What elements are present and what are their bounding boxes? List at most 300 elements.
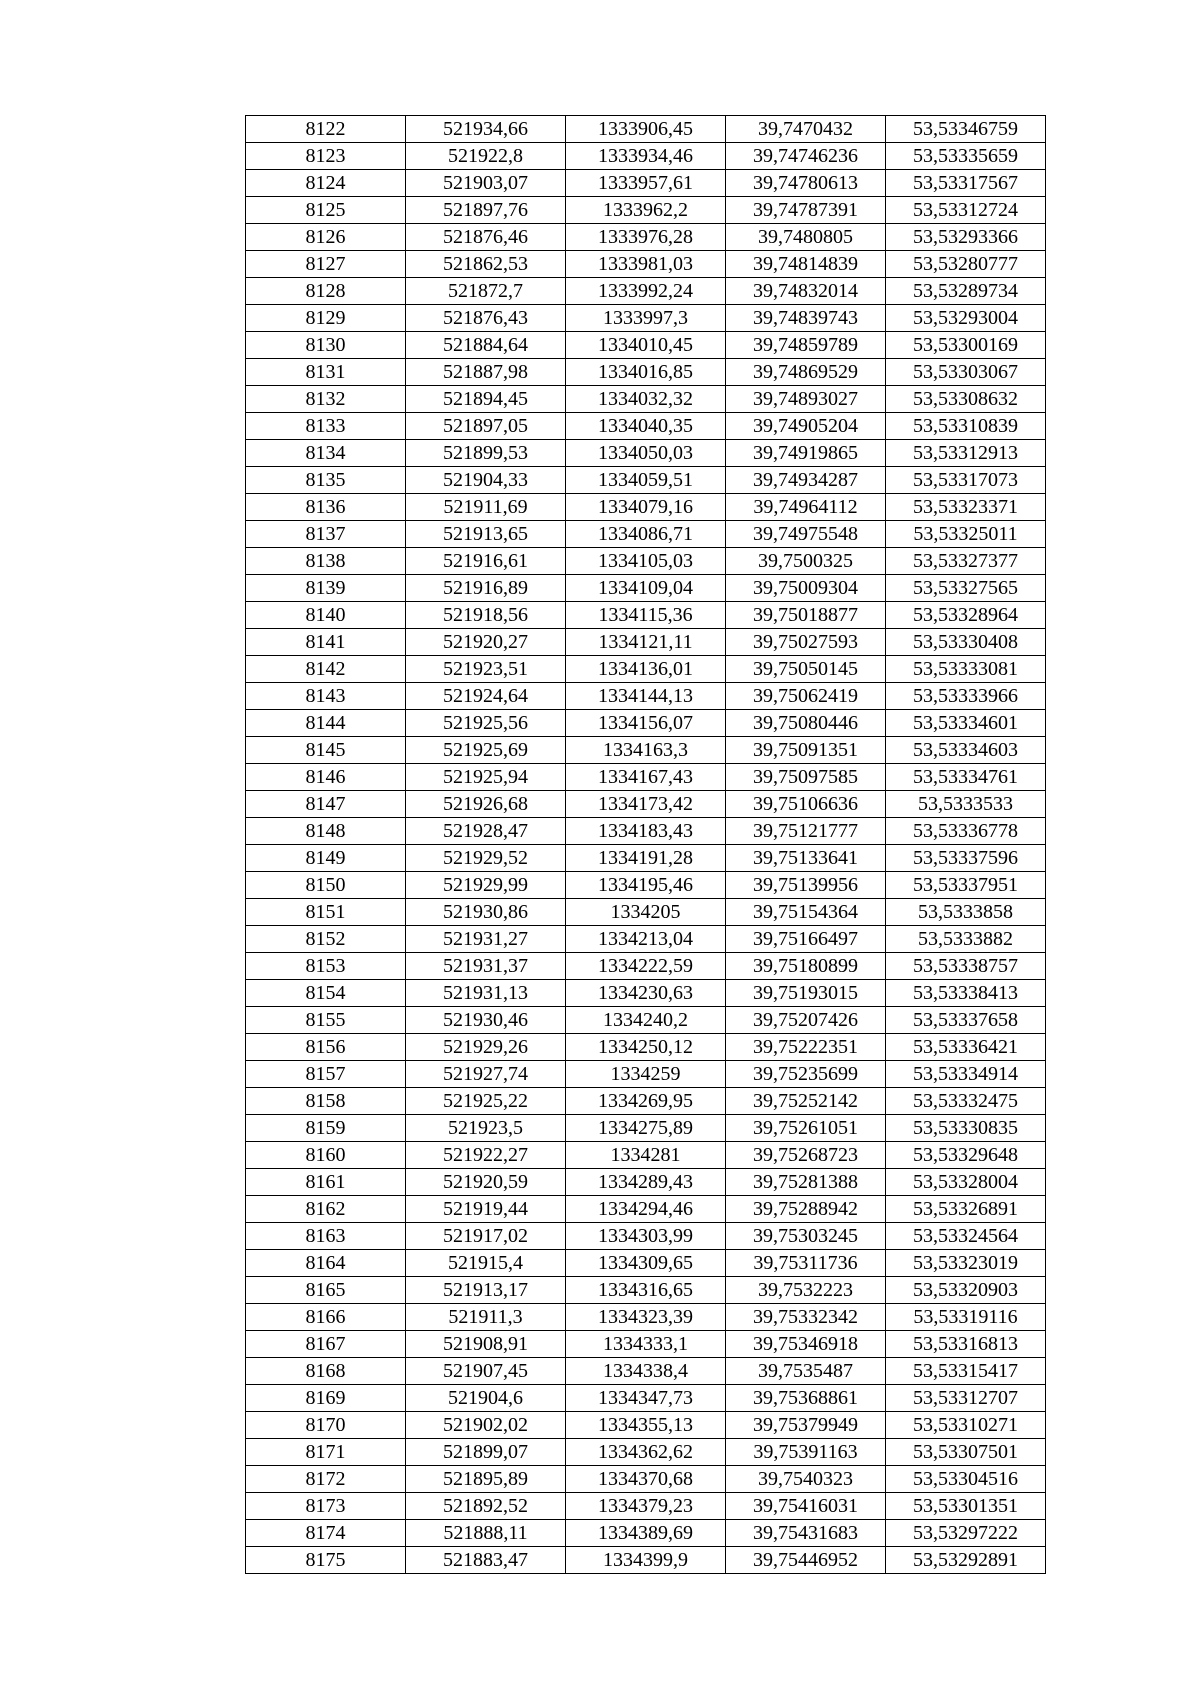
y-coordinate-cell: 1334309,65	[566, 1250, 726, 1277]
longitude-cell: 39,75391163	[726, 1439, 886, 1466]
longitude-cell: 39,75166497	[726, 926, 886, 953]
y-coordinate-cell: 1334156,07	[566, 710, 726, 737]
x-coordinate-cell: 521897,05	[406, 413, 566, 440]
table-row	[246, 683, 1046, 710]
x-coordinate-cell: 521894,45	[406, 386, 566, 413]
latitude-cell: 53,53333081	[886, 656, 1046, 683]
latitude-cell: 53,53317567	[886, 170, 1046, 197]
latitude-cell: 53,53319116	[886, 1304, 1046, 1331]
y-coordinate-cell: 1333981,03	[566, 251, 726, 278]
point-number-cell: 8162	[246, 1196, 406, 1223]
y-coordinate-cell: 1333997,3	[566, 305, 726, 332]
longitude-cell: 39,75416031	[726, 1493, 886, 1520]
point-number-cell: 8174	[246, 1520, 406, 1547]
x-coordinate-cell: 521927,74	[406, 1061, 566, 1088]
x-coordinate-cell: 521934,66	[406, 116, 566, 143]
table-row	[246, 305, 1046, 332]
latitude-cell: 53,5333858	[886, 899, 1046, 926]
latitude-cell: 53,53325011	[886, 521, 1046, 548]
latitude-cell: 53,53327377	[886, 548, 1046, 575]
table-row	[246, 494, 1046, 521]
latitude-cell: 53,53293366	[886, 224, 1046, 251]
longitude-cell: 39,75133641	[726, 845, 886, 872]
point-number-cell: 8153	[246, 953, 406, 980]
point-number-cell: 8140	[246, 602, 406, 629]
latitude-cell: 53,53297222	[886, 1520, 1046, 1547]
y-coordinate-cell: 1334079,16	[566, 494, 726, 521]
point-number-cell: 8168	[246, 1358, 406, 1385]
table-row	[246, 197, 1046, 224]
y-coordinate-cell: 1334105,03	[566, 548, 726, 575]
x-coordinate-cell: 521920,27	[406, 629, 566, 656]
y-coordinate-cell: 1333992,24	[566, 278, 726, 305]
y-coordinate-cell: 1334338,4	[566, 1358, 726, 1385]
y-coordinate-cell: 1334010,45	[566, 332, 726, 359]
x-coordinate-cell: 521888,11	[406, 1520, 566, 1547]
point-number-cell: 8132	[246, 386, 406, 413]
longitude-cell: 39,75080446	[726, 710, 886, 737]
x-coordinate-cell: 521925,94	[406, 764, 566, 791]
x-coordinate-cell: 521923,5	[406, 1115, 566, 1142]
table-row	[246, 1088, 1046, 1115]
latitude-cell: 53,53330835	[886, 1115, 1046, 1142]
y-coordinate-cell: 1333976,28	[566, 224, 726, 251]
table-row	[246, 764, 1046, 791]
x-coordinate-cell: 521929,26	[406, 1034, 566, 1061]
longitude-cell: 39,75139956	[726, 872, 886, 899]
longitude-cell: 39,75431683	[726, 1520, 886, 1547]
table-row	[246, 1223, 1046, 1250]
longitude-cell: 39,74839743	[726, 305, 886, 332]
x-coordinate-cell: 521913,65	[406, 521, 566, 548]
y-coordinate-cell: 1334086,71	[566, 521, 726, 548]
point-number-cell: 8125	[246, 197, 406, 224]
table-row	[246, 926, 1046, 953]
table-row	[246, 359, 1046, 386]
x-coordinate-cell: 521911,3	[406, 1304, 566, 1331]
longitude-cell: 39,75050145	[726, 656, 886, 683]
latitude-cell: 53,53334601	[886, 710, 1046, 737]
y-coordinate-cell: 1334323,39	[566, 1304, 726, 1331]
y-coordinate-cell: 1334250,12	[566, 1034, 726, 1061]
point-number-cell: 8143	[246, 683, 406, 710]
x-coordinate-cell: 521928,47	[406, 818, 566, 845]
x-coordinate-cell: 521924,64	[406, 683, 566, 710]
longitude-cell: 39,75268723	[726, 1142, 886, 1169]
latitude-cell: 53,53324564	[886, 1223, 1046, 1250]
y-coordinate-cell: 1334230,63	[566, 980, 726, 1007]
latitude-cell: 53,53312724	[886, 197, 1046, 224]
latitude-cell: 53,53301351	[886, 1493, 1046, 1520]
table-row	[246, 710, 1046, 737]
point-number-cell: 8133	[246, 413, 406, 440]
table-row	[246, 1412, 1046, 1439]
x-coordinate-cell: 521922,8	[406, 143, 566, 170]
table-row	[246, 575, 1046, 602]
x-coordinate-cell: 521911,69	[406, 494, 566, 521]
point-number-cell: 8145	[246, 737, 406, 764]
y-coordinate-cell: 1334389,69	[566, 1520, 726, 1547]
y-coordinate-cell: 1334355,13	[566, 1412, 726, 1439]
table-row	[246, 521, 1046, 548]
coordinates-table-body	[246, 116, 1046, 1574]
table-row	[246, 629, 1046, 656]
point-number-cell: 8159	[246, 1115, 406, 1142]
x-coordinate-cell: 521907,45	[406, 1358, 566, 1385]
table-row	[246, 656, 1046, 683]
point-number-cell: 8138	[246, 548, 406, 575]
longitude-cell: 39,75281388	[726, 1169, 886, 1196]
point-number-cell: 8126	[246, 224, 406, 251]
longitude-cell: 39,75368861	[726, 1385, 886, 1412]
latitude-cell: 53,53332475	[886, 1088, 1046, 1115]
longitude-cell: 39,74975548	[726, 521, 886, 548]
latitude-cell: 53,53293004	[886, 305, 1046, 332]
table-row	[246, 980, 1046, 1007]
latitude-cell: 53,53312913	[886, 440, 1046, 467]
point-number-cell: 8164	[246, 1250, 406, 1277]
latitude-cell: 53,53337596	[886, 845, 1046, 872]
y-coordinate-cell: 1334121,11	[566, 629, 726, 656]
latitude-cell: 53,53280777	[886, 251, 1046, 278]
latitude-cell: 53,53303067	[886, 359, 1046, 386]
y-coordinate-cell: 1334316,65	[566, 1277, 726, 1304]
longitude-cell: 39,75346918	[726, 1331, 886, 1358]
x-coordinate-cell: 521931,27	[406, 926, 566, 953]
latitude-cell: 53,5333533	[886, 791, 1046, 818]
point-number-cell: 8122	[246, 116, 406, 143]
table-row	[246, 224, 1046, 251]
latitude-cell: 53,53338413	[886, 980, 1046, 1007]
x-coordinate-cell: 521908,91	[406, 1331, 566, 1358]
x-coordinate-cell: 521883,47	[406, 1547, 566, 1574]
longitude-cell: 39,74787391	[726, 197, 886, 224]
longitude-cell: 39,75235699	[726, 1061, 886, 1088]
point-number-cell: 8163	[246, 1223, 406, 1250]
x-coordinate-cell: 521920,59	[406, 1169, 566, 1196]
point-number-cell: 8172	[246, 1466, 406, 1493]
longitude-cell: 39,74780613	[726, 170, 886, 197]
longitude-cell: 39,74832014	[726, 278, 886, 305]
latitude-cell: 53,53308632	[886, 386, 1046, 413]
point-number-cell: 8150	[246, 872, 406, 899]
longitude-cell: 39,74934287	[726, 467, 886, 494]
table-row	[246, 899, 1046, 926]
longitude-cell: 39,74905204	[726, 413, 886, 440]
table-row	[246, 332, 1046, 359]
y-coordinate-cell: 1334016,85	[566, 359, 726, 386]
y-coordinate-cell: 1334109,04	[566, 575, 726, 602]
y-coordinate-cell: 1334222,59	[566, 953, 726, 980]
longitude-cell: 39,75261051	[726, 1115, 886, 1142]
point-number-cell: 8165	[246, 1277, 406, 1304]
x-coordinate-cell: 521887,98	[406, 359, 566, 386]
point-number-cell: 8158	[246, 1088, 406, 1115]
point-number-cell: 8139	[246, 575, 406, 602]
point-number-cell: 8160	[246, 1142, 406, 1169]
table-row	[246, 1169, 1046, 1196]
table-row	[246, 1304, 1046, 1331]
point-number-cell: 8175	[246, 1547, 406, 1574]
point-number-cell: 8167	[246, 1331, 406, 1358]
latitude-cell: 53,53334603	[886, 737, 1046, 764]
x-coordinate-cell: 521902,02	[406, 1412, 566, 1439]
x-coordinate-cell: 521926,68	[406, 791, 566, 818]
table-row	[246, 1439, 1046, 1466]
longitude-cell: 39,7470432	[726, 116, 886, 143]
table-row	[246, 1520, 1046, 1547]
longitude-cell: 39,7540323	[726, 1466, 886, 1493]
y-coordinate-cell: 1334032,32	[566, 386, 726, 413]
y-coordinate-cell: 1334347,73	[566, 1385, 726, 1412]
x-coordinate-cell: 521925,56	[406, 710, 566, 737]
latitude-cell: 53,53289734	[886, 278, 1046, 305]
latitude-cell: 53,53338757	[886, 953, 1046, 980]
y-coordinate-cell: 1334040,35	[566, 413, 726, 440]
table-row	[246, 791, 1046, 818]
table-row	[246, 1331, 1046, 1358]
point-number-cell: 8170	[246, 1412, 406, 1439]
point-number-cell: 8146	[246, 764, 406, 791]
longitude-cell: 39,75379949	[726, 1412, 886, 1439]
latitude-cell: 53,53326891	[886, 1196, 1046, 1223]
x-coordinate-cell: 521929,99	[406, 872, 566, 899]
longitude-cell: 39,75180899	[726, 953, 886, 980]
y-coordinate-cell: 1334289,43	[566, 1169, 726, 1196]
x-coordinate-cell: 521917,02	[406, 1223, 566, 1250]
point-number-cell: 8124	[246, 170, 406, 197]
y-coordinate-cell: 1334136,01	[566, 656, 726, 683]
table-row	[246, 278, 1046, 305]
x-coordinate-cell: 521872,7	[406, 278, 566, 305]
latitude-cell: 53,53310271	[886, 1412, 1046, 1439]
latitude-cell: 53,53336778	[886, 818, 1046, 845]
longitude-cell: 39,75193015	[726, 980, 886, 1007]
latitude-cell: 53,53317073	[886, 467, 1046, 494]
x-coordinate-cell: 521931,13	[406, 980, 566, 1007]
table-row	[246, 1115, 1046, 1142]
longitude-cell: 39,74919865	[726, 440, 886, 467]
x-coordinate-cell: 521876,46	[406, 224, 566, 251]
point-number-cell: 8157	[246, 1061, 406, 1088]
y-coordinate-cell: 1334195,46	[566, 872, 726, 899]
point-number-cell: 8161	[246, 1169, 406, 1196]
latitude-cell: 53,53316813	[886, 1331, 1046, 1358]
table-row	[246, 1493, 1046, 1520]
longitude-cell: 39,75027593	[726, 629, 886, 656]
longitude-cell: 39,74814839	[726, 251, 886, 278]
point-number-cell: 8135	[246, 467, 406, 494]
longitude-cell: 39,7535487	[726, 1358, 886, 1385]
longitude-cell: 39,75106636	[726, 791, 886, 818]
y-coordinate-cell: 1334059,51	[566, 467, 726, 494]
latitude-cell: 53,53327565	[886, 575, 1046, 602]
longitude-cell: 39,75154364	[726, 899, 886, 926]
table-row	[246, 1007, 1046, 1034]
longitude-cell: 39,75121777	[726, 818, 886, 845]
y-coordinate-cell: 1334294,46	[566, 1196, 726, 1223]
latitude-cell: 53,53346759	[886, 116, 1046, 143]
table-row	[246, 845, 1046, 872]
longitude-cell: 39,7500325	[726, 548, 886, 575]
x-coordinate-cell: 521925,22	[406, 1088, 566, 1115]
latitude-cell: 53,53292891	[886, 1547, 1046, 1574]
longitude-cell: 39,75097585	[726, 764, 886, 791]
longitude-cell: 39,75332342	[726, 1304, 886, 1331]
point-number-cell: 8144	[246, 710, 406, 737]
longitude-cell: 39,75018877	[726, 602, 886, 629]
y-coordinate-cell: 1334370,68	[566, 1466, 726, 1493]
point-number-cell: 8169	[246, 1385, 406, 1412]
x-coordinate-cell: 521930,86	[406, 899, 566, 926]
latitude-cell: 53,53312707	[886, 1385, 1046, 1412]
point-number-cell: 8166	[246, 1304, 406, 1331]
table-row	[246, 737, 1046, 764]
y-coordinate-cell: 1334240,2	[566, 1007, 726, 1034]
point-number-cell: 8156	[246, 1034, 406, 1061]
latitude-cell: 53,53315417	[886, 1358, 1046, 1385]
table-row	[246, 602, 1046, 629]
point-number-cell: 8134	[246, 440, 406, 467]
latitude-cell: 53,53334761	[886, 764, 1046, 791]
table-row	[246, 170, 1046, 197]
latitude-cell: 53,53337658	[886, 1007, 1046, 1034]
x-coordinate-cell: 521862,53	[406, 251, 566, 278]
latitude-cell: 53,53337951	[886, 872, 1046, 899]
y-coordinate-cell: 1334167,43	[566, 764, 726, 791]
x-coordinate-cell: 521876,43	[406, 305, 566, 332]
longitude-cell: 39,75446952	[726, 1547, 886, 1574]
y-coordinate-cell: 1333957,61	[566, 170, 726, 197]
longitude-cell: 39,75252142	[726, 1088, 886, 1115]
longitude-cell: 39,74893027	[726, 386, 886, 413]
table-row	[246, 953, 1046, 980]
x-coordinate-cell: 521916,89	[406, 575, 566, 602]
y-coordinate-cell: 1333934,46	[566, 143, 726, 170]
latitude-cell: 53,53328004	[886, 1169, 1046, 1196]
x-coordinate-cell: 521895,89	[406, 1466, 566, 1493]
latitude-cell: 53,53335659	[886, 143, 1046, 170]
x-coordinate-cell: 521899,07	[406, 1439, 566, 1466]
point-number-cell: 8152	[246, 926, 406, 953]
x-coordinate-cell: 521899,53	[406, 440, 566, 467]
x-coordinate-cell: 521904,6	[406, 1385, 566, 1412]
latitude-cell: 53,53328964	[886, 602, 1046, 629]
x-coordinate-cell: 521903,07	[406, 170, 566, 197]
y-coordinate-cell: 1334281	[566, 1142, 726, 1169]
y-coordinate-cell: 1334183,43	[566, 818, 726, 845]
table-row	[246, 1142, 1046, 1169]
point-number-cell: 8142	[246, 656, 406, 683]
latitude-cell: 53,53323019	[886, 1250, 1046, 1277]
table-row	[246, 440, 1046, 467]
x-coordinate-cell: 521915,4	[406, 1250, 566, 1277]
latitude-cell: 53,53336421	[886, 1034, 1046, 1061]
y-coordinate-cell: 1334144,13	[566, 683, 726, 710]
table-row	[246, 1061, 1046, 1088]
point-number-cell: 8123	[246, 143, 406, 170]
latitude-cell: 53,5333882	[886, 926, 1046, 953]
y-coordinate-cell: 1334163,3	[566, 737, 726, 764]
latitude-cell: 53,53330408	[886, 629, 1046, 656]
longitude-cell: 39,74859789	[726, 332, 886, 359]
coordinates-table	[245, 115, 1046, 1574]
point-number-cell: 8155	[246, 1007, 406, 1034]
longitude-cell: 39,75288942	[726, 1196, 886, 1223]
latitude-cell: 53,53304516	[886, 1466, 1046, 1493]
table-row	[246, 1034, 1046, 1061]
point-number-cell: 8129	[246, 305, 406, 332]
x-coordinate-cell: 521929,52	[406, 845, 566, 872]
y-coordinate-cell: 1333906,45	[566, 116, 726, 143]
point-number-cell: 8136	[246, 494, 406, 521]
y-coordinate-cell: 1334333,1	[566, 1331, 726, 1358]
latitude-cell: 53,53310839	[886, 413, 1046, 440]
latitude-cell: 53,53333966	[886, 683, 1046, 710]
table-row	[246, 467, 1046, 494]
x-coordinate-cell: 521884,64	[406, 332, 566, 359]
y-coordinate-cell: 1334050,03	[566, 440, 726, 467]
point-number-cell: 8127	[246, 251, 406, 278]
table-row	[246, 1196, 1046, 1223]
y-coordinate-cell: 1334191,28	[566, 845, 726, 872]
x-coordinate-cell: 521919,44	[406, 1196, 566, 1223]
longitude-cell: 39,7532223	[726, 1277, 886, 1304]
point-number-cell: 8130	[246, 332, 406, 359]
x-coordinate-cell: 521892,52	[406, 1493, 566, 1520]
point-number-cell: 8148	[246, 818, 406, 845]
y-coordinate-cell: 1334399,9	[566, 1547, 726, 1574]
point-number-cell: 8173	[246, 1493, 406, 1520]
y-coordinate-cell: 1334275,89	[566, 1115, 726, 1142]
point-number-cell: 8131	[246, 359, 406, 386]
latitude-cell: 53,53320903	[886, 1277, 1046, 1304]
point-number-cell: 8171	[246, 1439, 406, 1466]
point-number-cell: 8141	[246, 629, 406, 656]
x-coordinate-cell: 521925,69	[406, 737, 566, 764]
table-row	[246, 1466, 1046, 1493]
y-coordinate-cell: 1334269,95	[566, 1088, 726, 1115]
table-row	[246, 1385, 1046, 1412]
longitude-cell: 39,7480805	[726, 224, 886, 251]
y-coordinate-cell: 1334115,36	[566, 602, 726, 629]
table-row	[246, 116, 1046, 143]
longitude-cell: 39,75303245	[726, 1223, 886, 1250]
x-coordinate-cell: 521930,46	[406, 1007, 566, 1034]
point-number-cell: 8151	[246, 899, 406, 926]
longitude-cell: 39,75009304	[726, 575, 886, 602]
latitude-cell: 53,53323371	[886, 494, 1046, 521]
latitude-cell: 53,53329648	[886, 1142, 1046, 1169]
longitude-cell: 39,74746236	[726, 143, 886, 170]
latitude-cell: 53,53300169	[886, 332, 1046, 359]
table-row	[246, 413, 1046, 440]
point-number-cell: 8147	[246, 791, 406, 818]
table-row	[246, 143, 1046, 170]
point-number-cell: 8137	[246, 521, 406, 548]
y-coordinate-cell: 1334205	[566, 899, 726, 926]
table-row	[246, 1547, 1046, 1574]
table-row	[246, 386, 1046, 413]
y-coordinate-cell: 1334213,04	[566, 926, 726, 953]
longitude-cell: 39,74964112	[726, 494, 886, 521]
latitude-cell: 53,53307501	[886, 1439, 1046, 1466]
latitude-cell: 53,53334914	[886, 1061, 1046, 1088]
y-coordinate-cell: 1333962,2	[566, 197, 726, 224]
x-coordinate-cell: 521904,33	[406, 467, 566, 494]
table-row	[246, 548, 1046, 575]
x-coordinate-cell: 521916,61	[406, 548, 566, 575]
